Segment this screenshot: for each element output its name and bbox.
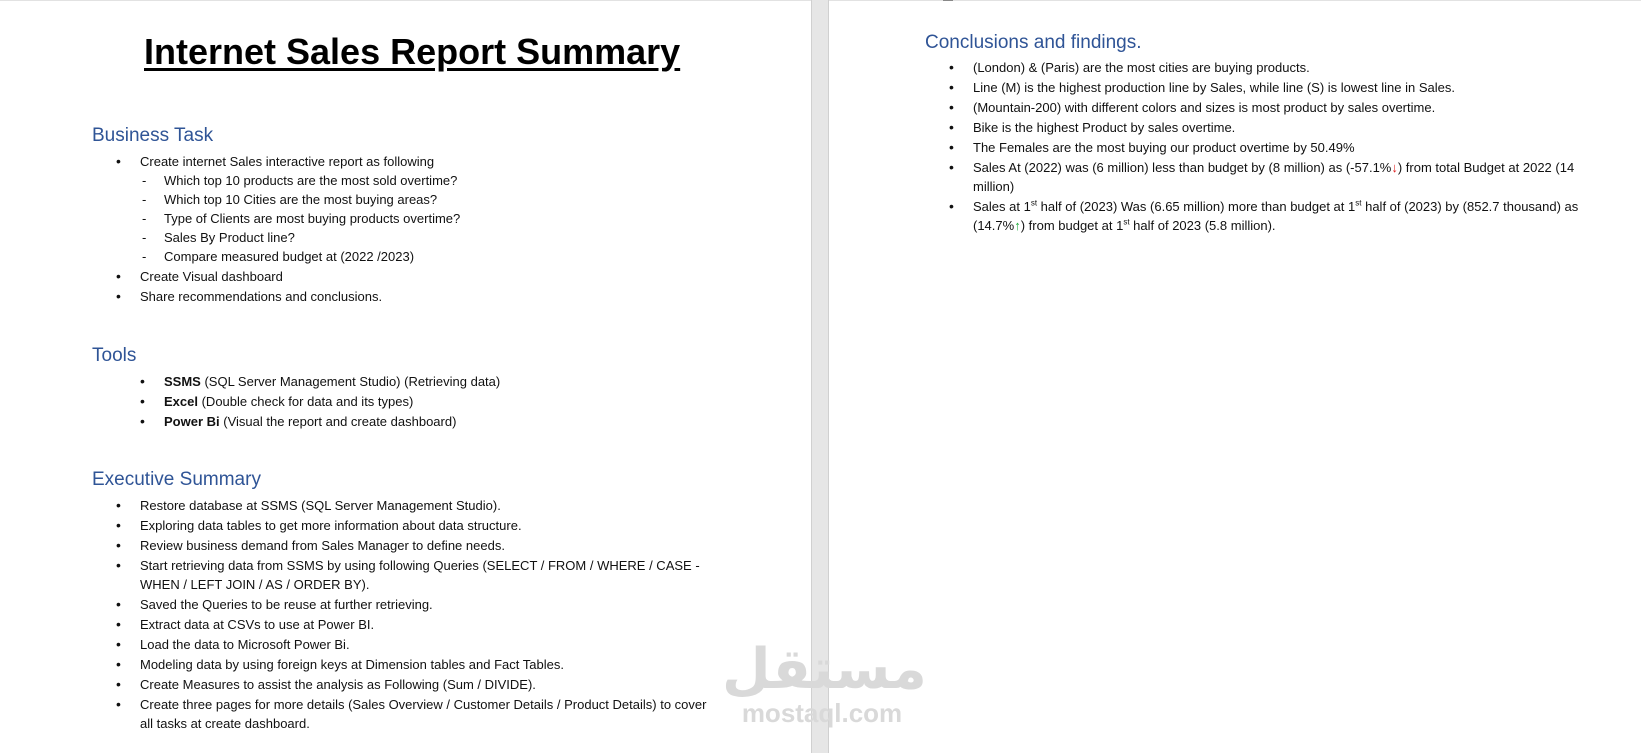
list-item: • Create three pages for more details (Sales Overview / Customer Details / Product Details) to cover all tasks at create dashboard. [92, 695, 722, 733]
list-item: • Share recommendations and conclusions. [92, 287, 722, 306]
business-task-list [92, 152, 722, 307]
superscript: st [1123, 217, 1130, 227]
down-arrow-icon: ↓ [1391, 160, 1398, 175]
list-item: • Create Measures to assist the analysis as Following (Sum / DIVIDE). [92, 675, 722, 694]
up-arrow-icon: ↑ [1014, 218, 1021, 233]
executive-summary-list [92, 496, 722, 734]
list-item: • Load the data to Microsoft Power Bi. [92, 635, 722, 654]
list-item [92, 152, 722, 266]
tool-name: Excel [164, 394, 198, 409]
text-segment: ) from budget at 1 [1020, 218, 1124, 233]
list-item: • Extract data at CSVs to use at Power BI. [92, 615, 722, 634]
text-segment: half of (2023) by (852.7 thousand) as (14.7% [973, 199, 1579, 233]
business-task-sublist [140, 171, 722, 266]
text-segment: Sales at 1 [973, 199, 1031, 214]
list-item [116, 412, 716, 431]
list-item: • Review business demand from Sales Manager to define needs. [92, 536, 722, 555]
list-item: • (Mountain-200) with different colors and sizes is most product by sales overtime. [925, 98, 1585, 117]
list-item: - Type of Clients are most buying products overtime? [140, 209, 722, 228]
list-item: • Line (M) is the highest production line by Sales, while line (S) is lowest line in Sales. [925, 78, 1585, 97]
business-task-heading: Business Task [92, 125, 214, 146]
executive-summary-heading: Executive Summary [92, 469, 261, 490]
document-page-right [829, 0, 1641, 754]
conclusions-heading: Conclusions and findings. [925, 32, 1142, 53]
text-segment: half of 2023 (5.8 million). [1129, 218, 1276, 233]
tool-name: SSMS [164, 374, 201, 389]
list-item: • The Females are the most buying our product overtime by 50.49% [925, 138, 1585, 157]
list-item [925, 197, 1585, 235]
tool-desc: (SQL Server Management Studio) (Retrieving data) [200, 374, 501, 389]
list-item: • (London) & (Paris) are the most cities are buying products. [925, 58, 1585, 77]
tools-list [116, 372, 716, 432]
tool-name: Power Bi [164, 414, 220, 429]
list-item: - Which top 10 Cities are the most buying areas? [140, 190, 722, 209]
list-item: • Create Visual dashboard [92, 267, 722, 286]
text-segment: ) from total Budget at 2022 (14 million) [973, 160, 1575, 194]
text-segment: half of (2023) Was (6.65 million) more than budget at 1 [1037, 199, 1356, 214]
tools-heading: Tools [92, 345, 137, 366]
conclusions-list [925, 58, 1585, 236]
list-item: - Which top 10 products are the most sold overtime? [140, 171, 722, 190]
text-segment: Sales At (2022) was (6 million) less than budget by (8 million) as (-57.1% [973, 160, 1392, 175]
page-marker [943, 0, 953, 1]
list-item: - Sales By Product line? [140, 228, 722, 247]
list-item: - Compare measured budget at (2022 /2023) [140, 247, 722, 266]
page-gutter [811, 0, 829, 753]
list-item: • Start retrieving data from SSMS by using following Queries (SELECT / FROM / WHERE / CASE - WHEN / LEFT JOIN / AS / ORDER BY). [92, 556, 722, 594]
list-item: • Saved the Queries to be reuse at further retrieving. [92, 595, 722, 614]
tool-desc: (Double check for data and its types) [197, 394, 414, 409]
watermark-arabic: مستقل [722, 637, 927, 702]
business-task-item-1: Create internet Sales interactive report as following [140, 154, 435, 169]
list-item: • Restore database at SSMS (SQL Server Management Studio). [92, 496, 722, 515]
list-item: • Bike is the highest Product by sales overtime. [925, 118, 1585, 137]
document-title: Internet Sales Report Summary [144, 31, 681, 72]
document-page-left [0, 0, 811, 754]
superscript: st [1355, 198, 1362, 208]
tool-desc: (Visual the report and create dashboard) [219, 414, 457, 429]
list-item [925, 158, 1585, 196]
list-item: • Exploring data tables to get more information about data structure. [92, 516, 722, 535]
list-item [116, 392, 716, 411]
list-item [116, 372, 716, 391]
watermark-latin: mostaql.com [741, 698, 903, 728]
superscript: st [1030, 198, 1038, 208]
list-item: • Modeling data by using foreign keys at Dimension tables and Fact Tables. [92, 655, 722, 674]
